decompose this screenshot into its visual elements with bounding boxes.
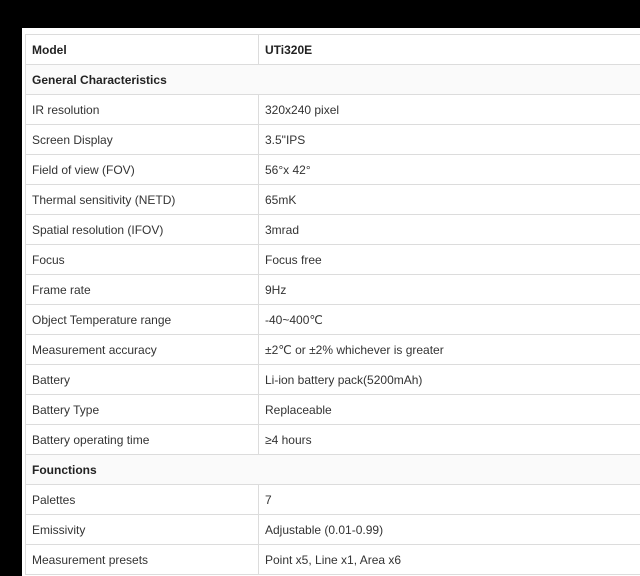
model-row xyxy=(26,35,640,65)
row-label: Frame rate xyxy=(26,275,259,305)
row-label: Battery xyxy=(26,365,259,395)
row-label: Spatial resolution (IFOV) xyxy=(26,215,259,245)
row-label: Emissivity xyxy=(26,515,259,545)
table-row xyxy=(26,245,640,275)
row-label: Palettes xyxy=(26,485,259,515)
row-value: 3.5"IPS xyxy=(259,125,640,155)
row-label: Screen Display xyxy=(26,125,259,155)
table-row xyxy=(26,515,640,545)
table-row xyxy=(26,185,640,215)
row-value: Replaceable xyxy=(259,395,640,425)
row-label: Object Temperature range xyxy=(26,305,259,335)
row-label: Measurement presets xyxy=(26,545,259,575)
row-value: 3mrad xyxy=(259,215,640,245)
row-value: -40~400℃ xyxy=(259,305,640,335)
table-row xyxy=(26,425,640,455)
row-label: Battery Type xyxy=(26,395,259,425)
row-value: ±2℃ or ±2% whichever is greater xyxy=(259,335,640,365)
model-value: UTi320E xyxy=(259,35,640,65)
section-header-functions xyxy=(26,455,640,485)
row-label: Measurement accuracy xyxy=(26,335,259,365)
table-row xyxy=(26,155,640,185)
section-title: Founctions xyxy=(26,455,640,485)
row-value: Adjustable (0.01-0.99) xyxy=(259,515,640,545)
row-value: Point x5, Line x1, Area x6 xyxy=(259,545,640,575)
spec-sheet xyxy=(22,28,640,576)
table-row xyxy=(26,335,640,365)
row-label: Battery operating time xyxy=(26,425,259,455)
row-value: 56°x 42° xyxy=(259,155,640,185)
row-label: Focus xyxy=(26,245,259,275)
row-value: 65mK xyxy=(259,185,640,215)
row-value: ≥4 hours xyxy=(259,425,640,455)
row-value: 7 xyxy=(259,485,640,515)
table-row xyxy=(26,95,640,125)
table-row xyxy=(26,485,640,515)
row-value: Li-ion battery pack(5200mAh) xyxy=(259,365,640,395)
model-label: Model xyxy=(26,35,259,65)
table-row xyxy=(26,365,640,395)
row-value: Focus free xyxy=(259,245,640,275)
row-value: 9Hz xyxy=(259,275,640,305)
table-row xyxy=(26,305,640,335)
row-label: Field of view (FOV) xyxy=(26,155,259,185)
table-row xyxy=(26,125,640,155)
table-row xyxy=(26,395,640,425)
section-header-general xyxy=(26,65,640,95)
table-row xyxy=(26,215,640,245)
row-label: IR resolution xyxy=(26,95,259,125)
spec-table xyxy=(25,34,640,575)
row-label: Thermal sensitivity (NETD) xyxy=(26,185,259,215)
section-title: General Characteristics xyxy=(26,65,640,95)
table-row xyxy=(26,275,640,305)
row-value: 320x240 pixel xyxy=(259,95,640,125)
table-row xyxy=(26,545,640,575)
